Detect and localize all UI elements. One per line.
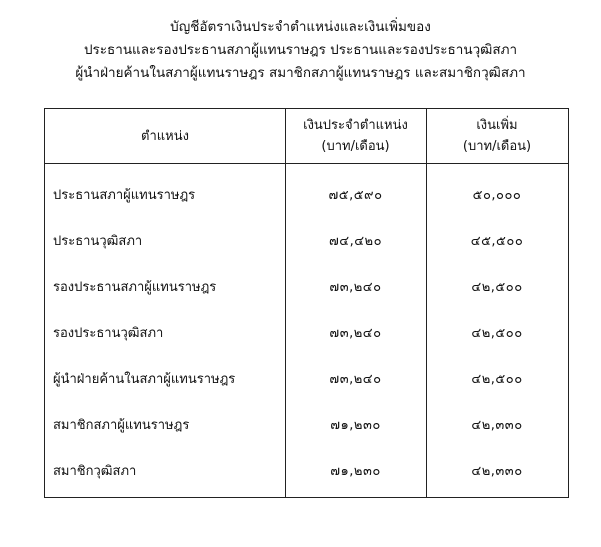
- header-salary-label: เงินประจำตำแหน่ง: [303, 118, 408, 133]
- table-row: [45, 401, 570, 447]
- position-cell: รองประธานสภาผู้แทนราษฎร: [53, 279, 217, 295]
- additional-cell: ๔๒,๕๐๐: [471, 371, 523, 387]
- table-row: [45, 355, 570, 401]
- salary-table: [44, 108, 569, 498]
- position-cell: ประธานวุฒิสภา: [53, 233, 143, 249]
- position-cell: รองประธานวุฒิสภา: [53, 325, 164, 341]
- title-line-3: ผู้นำฝ่ายค้านในสภาผู้แทนราษฎร สมาชิกสภาผู้แทนราษฎร และสมาชิกวุฒิสภา: [75, 65, 526, 81]
- salary-cell: ๗๓,๒๔๐: [329, 279, 382, 295]
- position-cell: สมาชิกวุฒิสภา: [53, 463, 137, 479]
- salary-cell: ๗๔,๔๒๐: [328, 233, 383, 249]
- salary-cell: ๗๑,๒๓๐: [330, 463, 381, 479]
- salary-cell: ๗๓,๒๔๐: [329, 371, 382, 387]
- title-line-1: บัญชีอัตราเงินประจำตำแหน่งและเงินเพิ่มของ: [170, 19, 431, 35]
- position-cell: ประธานสภาผู้แทนราษฎร: [53, 187, 196, 203]
- table-row: [45, 171, 570, 217]
- header-position-label: ตำแหน่ง: [141, 128, 189, 144]
- header-salary: [285, 109, 426, 163]
- additional-cell: ๔๒,๕๐๐: [471, 279, 523, 295]
- additional-cell: ๔๒,๕๐๐: [471, 325, 523, 341]
- salary-cell: ๗๓,๒๔๐: [329, 325, 382, 341]
- additional-cell: ๔๕,๕๐๐: [470, 233, 524, 249]
- table-row: [45, 447, 570, 493]
- header-divider: [45, 163, 568, 164]
- additional-cell: ๔๒,๓๓๐: [471, 463, 523, 479]
- document-title: [0, 16, 601, 85]
- position-cell: สมาชิกสภาผู้แทนราษฎร: [53, 417, 190, 433]
- header-salary-unit: (บาท/เดือน): [321, 139, 390, 154]
- additional-cell: ๔๒,๓๓๐: [471, 417, 523, 433]
- header-additional-label: เงินเพิ่ม: [476, 118, 518, 133]
- header-additional-unit: (บาท/เดือน): [462, 139, 532, 154]
- additional-cell: ๕๐,๐๐๐: [472, 187, 522, 203]
- salary-cell: ๗๑,๒๓๐: [330, 417, 381, 433]
- table-row: [45, 309, 570, 355]
- table-row: [45, 263, 570, 309]
- position-cell: ผู้นำฝ่ายค้านในสภาผู้แทนราษฎร: [53, 371, 236, 387]
- header-position: [45, 109, 285, 163]
- header-additional: [426, 109, 568, 163]
- table-row: [45, 217, 570, 263]
- title-line-2: ประธานและรองประธานสภาผู้แทนราษฎร ประธานและรองประธานวุฒิสภา: [83, 42, 518, 58]
- salary-cell: ๗๕,๕๙๐: [328, 187, 383, 203]
